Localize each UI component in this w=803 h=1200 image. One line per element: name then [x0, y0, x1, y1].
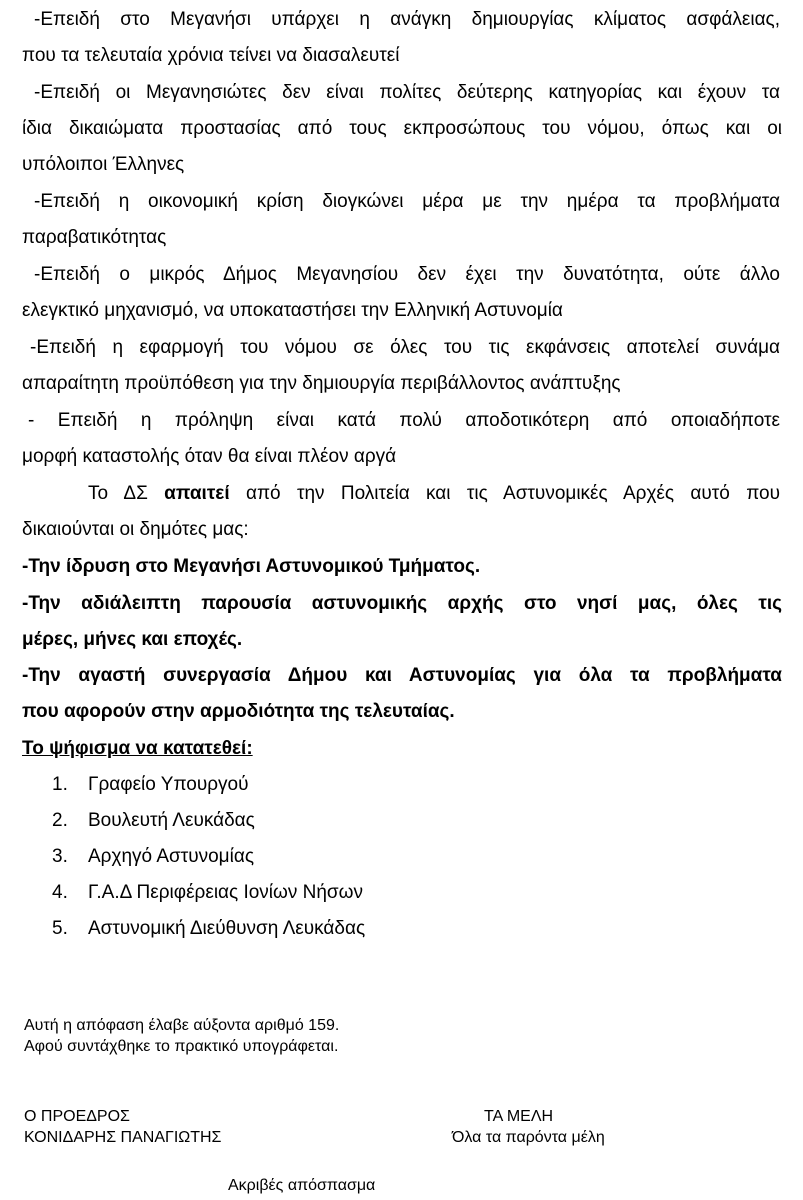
certified-extract: Ακριβές απόσπασμα: [228, 1177, 376, 1194]
reason-2-line-3: υπόλοιποι Έλληνες: [22, 154, 185, 175]
recipient-text: Αρχηγό Αστυνομίας: [88, 846, 254, 867]
demand-1: -Την ίδρυση στο Μεγανήσι Αστυνομικού Τμήματος.: [22, 556, 481, 577]
demand-rest: από την Πολιτεία και τις Αστυνομικές Αρχές αυτό που: [245, 483, 780, 504]
decision-number-line: Αυτή η απόφαση έλαβε αύξοντα αριθμό 159.: [24, 1017, 340, 1034]
recipient-text: Βουλευτή Λευκάδας: [88, 810, 255, 831]
recipient-text: Γραφείο Υπουργού: [88, 774, 249, 795]
demand-prefix: Το ΔΣ: [88, 483, 148, 504]
recipient-number: 2.: [52, 810, 68, 831]
recipient-item: [52, 809, 255, 833]
recipient-item: [52, 917, 365, 941]
recipient-number: 5.: [52, 918, 68, 939]
recipient-number: 3.: [52, 846, 68, 867]
chair-name: ΚΟΝΙΔΑΡΗΣ ΠΑΝΑΓΙΩΤΗΣ: [24, 1129, 222, 1146]
recipient-item: [52, 773, 249, 797]
minutes-signed-line: Αφού συντάχθηκε το πρακτικό υπογράφεται.: [24, 1038, 339, 1055]
reason-1-line-1: -Επειδή στο Μεγανήσι υπάρχει η ανάγκη δημιουργίας κλίματος ασφάλειας,: [34, 9, 780, 30]
recipient-number: 1.: [52, 774, 68, 795]
reason-1-line-2: που τα τελευταία χρόνια τείνει να διασαλευτεί: [22, 45, 400, 66]
reason-5-line-2: απαραίτητη προϋπόθεση για την δημιουργία περιβάλλοντος ανάπτυξης: [22, 373, 621, 394]
demand-intro-line-1: [88, 482, 780, 506]
recipient-text: Αστυνομική Διεύθυνση Λευκάδας: [88, 918, 366, 939]
demand-intro-line-2: δικαιούνται οι δημότες μας:: [22, 519, 249, 540]
reason-5-line-1: -Επειδή η εφαρμογή του νόμου σε όλες του τις εκφάνσεις αποτελεί συνάμα: [30, 337, 780, 358]
reason-6-line-2: μορφή καταστολής όταν θα είναι πλέον αργά: [22, 446, 397, 467]
submit-heading: Το ψήφισμα να κατατεθεί:: [22, 738, 253, 759]
members-note: Όλα τα παρόντα μέλη: [452, 1129, 605, 1146]
demand-2-line-1: -Την αδιάλειπτη παρουσία αστυνομικής αρχής στο νησί μας, όλες τις: [22, 593, 782, 614]
demand-3-line-1: -Την αγαστή συνεργασία Δήμου και Αστυνομίας για όλα τα προβλήματα: [22, 665, 782, 686]
reason-2-line-2: ίδια δικαιώματα προστασίας από τους εκπροσώπους του νόμου, όπως και οι: [22, 118, 782, 139]
reason-3-line-1: -Επειδή η οικονομική κρίση διογκώνει μέρα με την ημέρα τα προβλήματα: [34, 191, 780, 212]
recipient-item: [52, 845, 254, 869]
reason-4-line-2: ελεγκτικό μηχανισμό, να υποκαταστήσει την Ελληνική Αστυνομία: [22, 300, 563, 321]
recipient-item: [52, 881, 363, 905]
demand-keyword: απαιτεί: [164, 483, 230, 504]
reason-4-line-1: -Επειδή ο μικρός Δήμος Μεγανησίου δεν έχει την δυνατότητα, ούτε άλλο: [34, 264, 780, 285]
members-title: ΤΑ ΜΕΛΗ: [484, 1108, 554, 1125]
recipient-number: 4.: [52, 882, 68, 903]
reason-2-line-1: -Επειδή οι Μεγανησιώτες δεν είναι πολίτες δεύτερης κατηγορίας και έχουν τα: [34, 82, 780, 103]
demand-3-line-2: που αφορούν στην αρμοδιότητα της τελευταίας.: [22, 701, 455, 722]
recipient-text: Γ.Α.Δ Περιφέρειας Ιονίων Νήσων: [88, 882, 363, 903]
demand-2-line-2: μέρες, μήνες και εποχές.: [22, 629, 243, 650]
chair-title: Ο ΠΡΟΕΔΡΟΣ: [24, 1108, 130, 1125]
reason-3-line-2: παραβατικότητας: [22, 227, 167, 248]
reason-6-line-1: - Επειδή η πρόληψη είναι κατά πολύ αποδοτικότερη από οποιαδήποτε: [28, 410, 780, 431]
